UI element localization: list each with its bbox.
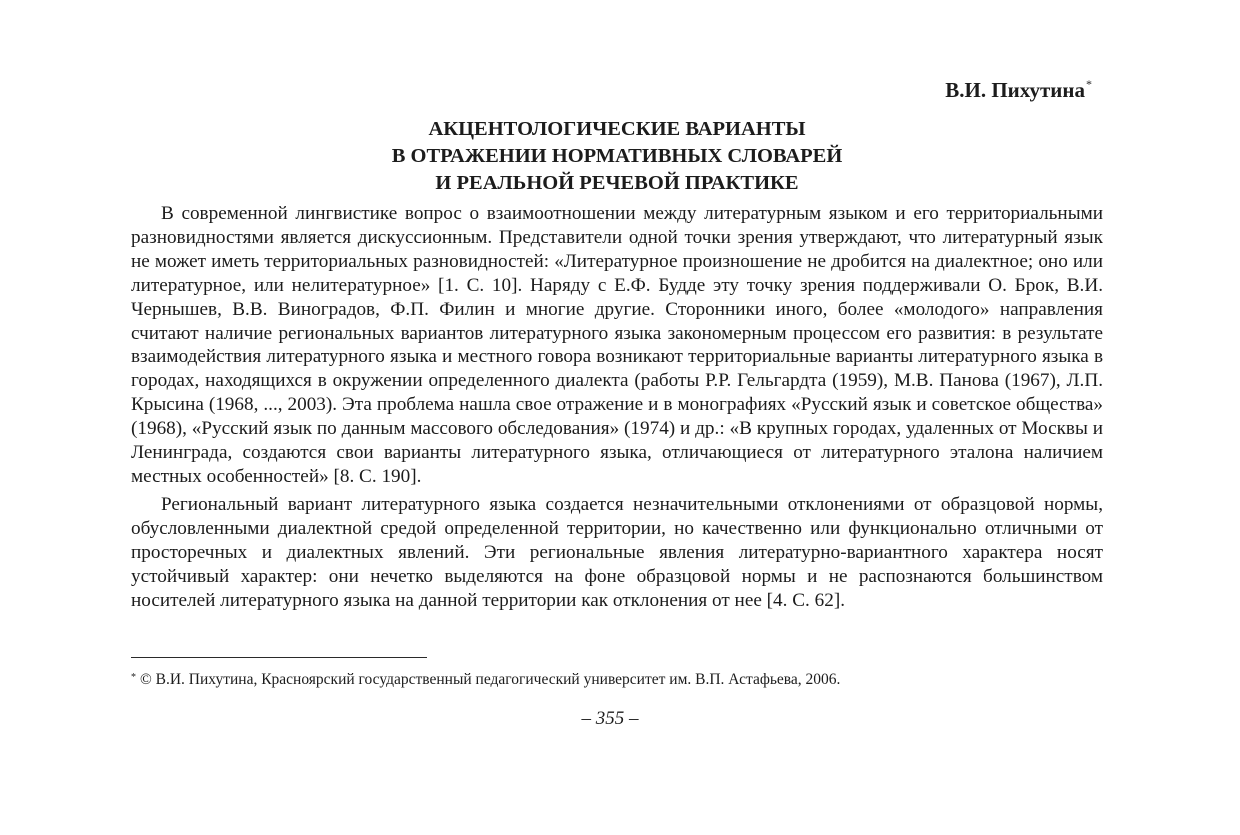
footnote xyxy=(131,670,1031,690)
author-name xyxy=(945,78,1092,102)
body-paragraph: Региональный вариант литературного языка создается незначительными отклонениями от образцовой нормы, обусловленными диалектной средой определенной территории, но качественно или функционально отличными от просторечных и диалектных явлений. Эти региональные явления литературно-вариантного характера носят устойчивый характер: они нечетко выделяются на фоне образцовой нормы и не распознаются большинством носителей литературного языка на данной территории как отклонения от нее [4. С. 62]. xyxy=(131,493,1103,611)
title-line: В ОТРАЖЕНИИ НОРМАТИВНЫХ СЛОВАРЕЙ xyxy=(391,145,843,167)
title-line: И РЕАЛЬНОЙ РЕЧЕВОЙ ПРАКТИКЕ xyxy=(435,172,799,194)
footnote-text: © В.И. Пихутина, Красноярский государственный педагогический университет им. В.П. Астафьева, 2006. xyxy=(140,671,841,688)
body-paragraph: В современной лингвистике вопрос о взаимоотношении между литературным языком и его территориальными разновидностями является дискуссионным. Представители одной точки зрения утверждают, что литературный язык не может иметь территориальных разновидностей: «Литературное произношение не дробится на диалектное; оно или литературное, или нелитературное» [1. С. 10]. Наряду с Е.Ф. Будде эту точку зрения поддерживали О. Брок, В.И. Чернышев, В.В. Виноградов, Ф.П. Филин и многие другие. Сторонники иного, более «молодого» направления считают наличие региональных вариантов литературного языка закономерным процессом его развития: в результате взаимодействия литературного языка и местного говора возникают территориальные варианты литературного языка в городах, находящихся в окружении определенного диалекта (работы Р.Р. Гельгардта (1959), М.В. Панова (1967), Л.П. Крысина (1968, ..., 2003). Эта проблема нашла свое отражение и в монографиях «Русский язык и советское общества» (1968), «Русский язык по данным массового обследования» (1974) и др.: «В крупных городах, удаленных от Москвы и Ленинграда, создаются свои варианты литературного языка, отличающиеся от литературного эталона наличием местных особенностей» [8. С. 190]. xyxy=(131,203,1103,487)
author-footnote-mark: * xyxy=(1086,77,1092,91)
title-line: АКЦЕНТОЛОГИЧЕСКИЕ ВАРИАНТЫ xyxy=(428,118,806,140)
footnote-mark: * xyxy=(131,672,136,683)
article-body xyxy=(131,202,1103,616)
page-number: – 355 – xyxy=(581,708,639,729)
author-name-text: В.И. Пихутина xyxy=(945,78,1085,102)
article-title xyxy=(130,116,1104,197)
footnote-divider xyxy=(131,657,427,658)
